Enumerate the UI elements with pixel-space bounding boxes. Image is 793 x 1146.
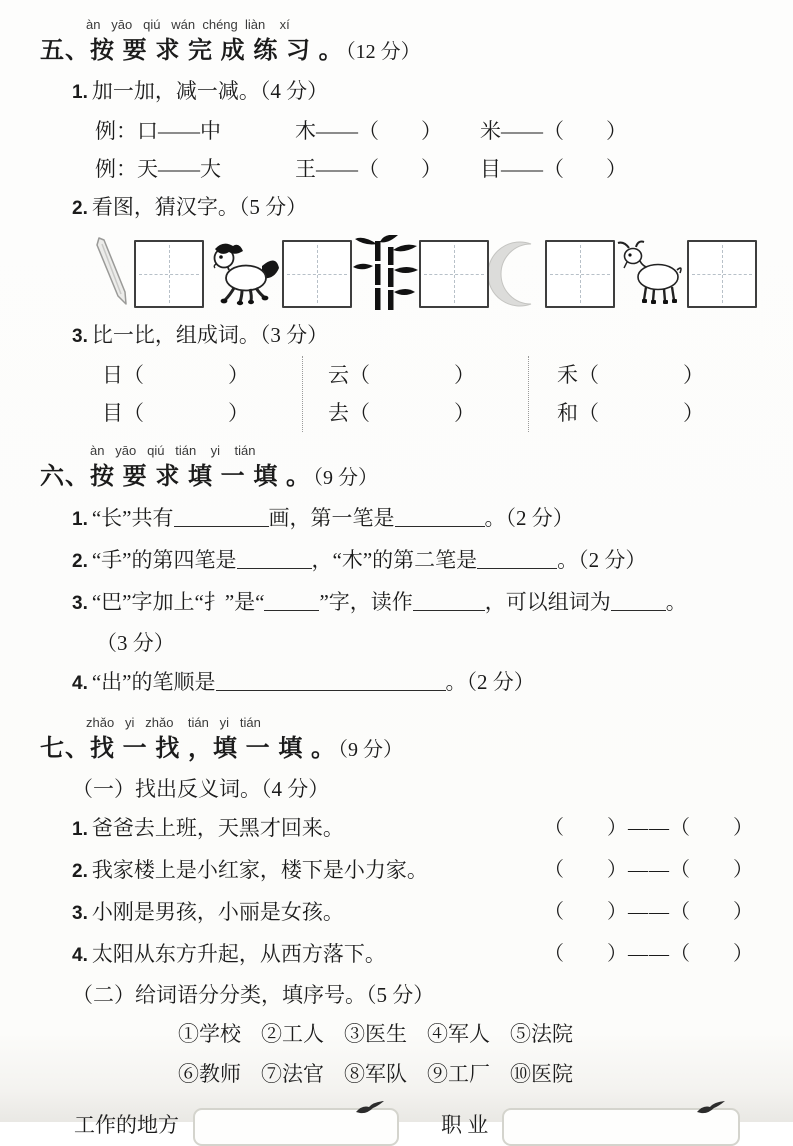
question-text: ”字，读作 <box>319 590 413 614</box>
example-row <box>95 150 757 188</box>
word-choice: ②工人 <box>261 1022 324 1046</box>
bamboo-icon <box>352 235 419 313</box>
answer-cell[interactable]: 目——（ ） <box>480 157 627 181</box>
question-text: “巴”字加上“扌”是“ <box>91 590 265 614</box>
writing-box[interactable] <box>545 240 615 308</box>
writing-box[interactable] <box>419 240 489 308</box>
bird-icon <box>355 1099 385 1115</box>
word-choice: ④军人 <box>427 1022 490 1046</box>
question-text: “长”共有 <box>91 506 174 530</box>
answer-blank[interactable] <box>611 590 666 611</box>
question-text: 。（2 分） <box>557 548 647 572</box>
answer-cell[interactable]: 王——（ ） <box>295 157 442 181</box>
picture-guess-row <box>92 234 757 314</box>
question-number: 4. <box>72 945 88 966</box>
workplace-label: 工作的地方 <box>74 1113 179 1137</box>
question-text: ，可以组词为 <box>484 590 611 614</box>
antonym-answer-slot[interactable]: （ ）——（ ） <box>544 817 754 839</box>
word-choice: ③医生 <box>344 1022 407 1046</box>
question-number: 1. <box>72 819 88 840</box>
s6-question3 <box>72 582 757 624</box>
answer-blank[interactable] <box>216 670 446 691</box>
question-text: 。（2 分） <box>445 670 535 694</box>
example-cell: 例：口——中 <box>95 119 221 143</box>
antonym-item <box>72 892 757 934</box>
word-choices-row <box>178 1014 757 1054</box>
answer-blank[interactable] <box>264 590 319 611</box>
compare-words-grid <box>102 356 757 432</box>
example-row <box>95 112 757 150</box>
section6-title: 六、按 要 求 填 一 填 。 <box>40 463 312 490</box>
word-choice: ⑩医院 <box>510 1062 573 1086</box>
question-number: 2. <box>72 861 88 882</box>
question-text: “手”的第四笔是 <box>91 548 237 572</box>
answer-blank[interactable] <box>477 548 557 569</box>
antonym-item <box>72 808 757 850</box>
example-cell: 例：天——大 <box>95 157 221 181</box>
question-text: 。（2 分） <box>484 506 574 530</box>
answer-cell[interactable]: 禾（ ） <box>557 363 704 387</box>
s6-question4 <box>72 662 757 704</box>
section5-score: （12 分） <box>345 41 421 63</box>
antonym-item <box>72 850 757 892</box>
section5-pinyin: àn yāo qiú wán chéng liàn xí <box>86 17 290 32</box>
word-choice: ⑨工厂 <box>427 1062 490 1086</box>
answer-blank[interactable] <box>413 590 485 611</box>
question-text: 画，第一笔是 <box>268 506 395 530</box>
s6-question1 <box>72 498 757 540</box>
answer-cell[interactable]: 米——（ ） <box>480 119 627 143</box>
question-number: 3. <box>72 903 88 924</box>
word-choice: ⑤法院 <box>510 1022 573 1046</box>
question-number: 1. <box>72 509 88 530</box>
antonym-answer-slot[interactable]: （ ）——（ ） <box>544 901 754 923</box>
occupation-answer-box[interactable] <box>502 1108 740 1146</box>
classification-answer-row <box>74 1104 757 1146</box>
writing-box[interactable] <box>134 240 204 308</box>
question-text: “出”的笔顺是 <box>91 670 216 694</box>
answer-cell[interactable]: 木——（ ） <box>295 119 442 143</box>
question-number: 4. <box>72 673 88 694</box>
section6-header <box>40 459 757 498</box>
word-choice: ⑥教师 <box>178 1062 241 1086</box>
question-number: 1. <box>72 82 88 103</box>
question-number: 2. <box>72 198 88 219</box>
horse-icon <box>204 239 282 309</box>
question-text: 加一加，减一减。（4 分） <box>91 79 329 103</box>
answer-blank[interactable] <box>237 548 312 569</box>
workplace-answer-box[interactable] <box>193 1108 399 1146</box>
knife-icon <box>92 235 132 313</box>
answer-cell[interactable]: 云（ ） <box>328 363 475 387</box>
answer-cell[interactable]: 去（ ） <box>328 401 475 425</box>
goat-icon <box>615 239 687 309</box>
word-choice: ⑦法官 <box>261 1062 324 1086</box>
antonym-answer-slot[interactable]: （ ）——（ ） <box>544 859 754 881</box>
question-number: 3. <box>72 593 88 614</box>
section7-header <box>40 731 757 770</box>
bird-icon <box>696 1099 726 1115</box>
s5-question2 <box>72 188 757 228</box>
s6-question3-score: （3 分） <box>96 631 175 655</box>
sentence-text: 我家楼上是小红家，楼下是小力家。 <box>91 858 428 882</box>
antonym-item <box>72 934 757 976</box>
s6-question2 <box>72 540 757 582</box>
sentence-text: 太阳从东方升起，从西方落下。 <box>91 942 386 966</box>
question-text: ，“木”的第二笔是 <box>311 548 478 572</box>
compare-column <box>529 356 757 432</box>
answer-cell[interactable]: 目（ ） <box>102 401 249 425</box>
s7-subsection1-title: （一）找出反义词。（4 分） <box>72 777 330 801</box>
question-number: 3. <box>72 326 88 347</box>
add-subtract-grid <box>95 112 757 188</box>
section6-pinyin: àn yāo qiú tián yi tián <box>90 443 256 458</box>
section5-header <box>40 33 757 72</box>
sentence-text: 爸爸去上班，天黑才回来。 <box>91 816 344 840</box>
section7-title: 七、找 一 找 ，填 一 填 。 <box>40 735 337 762</box>
compare-column <box>102 356 303 432</box>
answer-cell[interactable]: 和（ ） <box>557 401 704 425</box>
question-text: 看图，猜汉字。（5 分） <box>91 195 308 219</box>
question-text: 。 <box>665 590 687 614</box>
s7-subsection2-title: （二）给词语分分类，填序号。（5 分） <box>72 983 435 1007</box>
writing-box[interactable] <box>282 240 352 308</box>
section7-score: （9 分） <box>338 739 404 761</box>
word-choice: ⑧军队 <box>344 1062 407 1086</box>
question-number: 2. <box>72 551 88 572</box>
section7-pinyin: zhǎo yi zhǎo tián yi tián <box>86 715 261 730</box>
writing-box[interactable] <box>687 240 757 308</box>
answer-blank[interactable] <box>395 506 485 527</box>
word-choice: ①学校 <box>178 1022 241 1046</box>
sentence-text: 小刚是男孩，小丽是女孩。 <box>91 900 344 924</box>
question-text: 比一比，组成词。（3 分） <box>91 323 329 347</box>
moon-icon <box>489 238 545 310</box>
word-choices-row <box>178 1054 757 1094</box>
compare-column <box>303 356 529 432</box>
antonym-answer-slot[interactable]: （ ）——（ ） <box>544 943 754 965</box>
answer-blank[interactable] <box>174 506 269 527</box>
s5-question3 <box>72 316 757 356</box>
s5-question1 <box>72 72 757 112</box>
section6-score: （9 分） <box>313 467 379 489</box>
section5-title: 五、按 要 求 完 成 练 习 。 <box>40 37 344 64</box>
occupation-label: 职 业 <box>441 1113 489 1137</box>
answer-cell[interactable]: 日（ ） <box>102 363 249 387</box>
